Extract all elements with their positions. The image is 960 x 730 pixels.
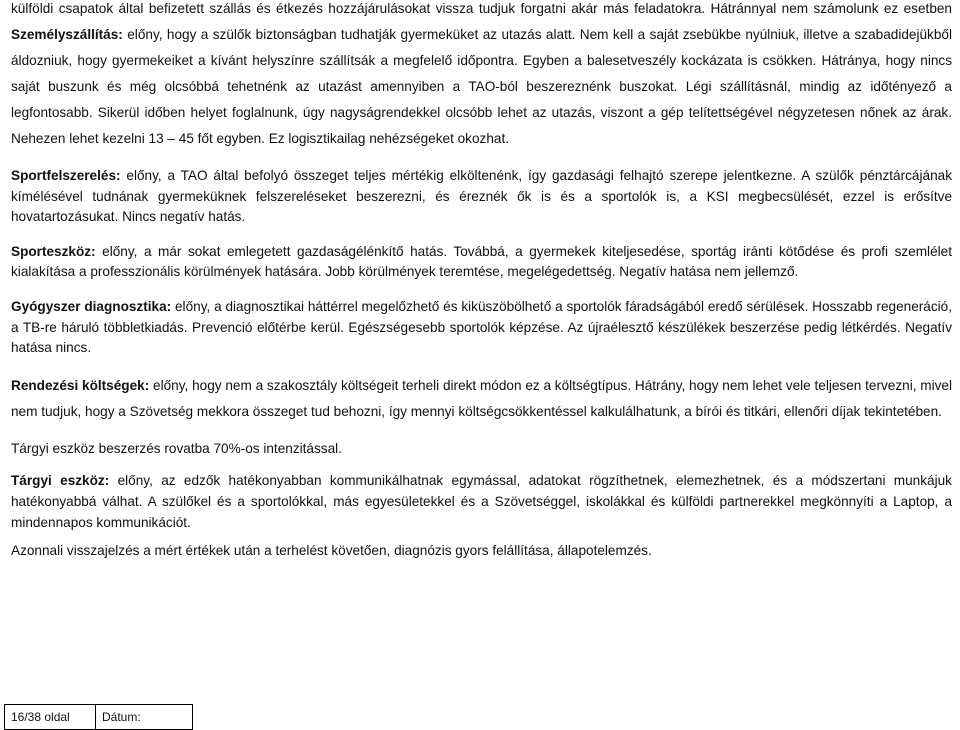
paragraph-text: előny, a már sokat emlegetett gazdaságélénkítő hatás. Továbbá, a gyermekek kiteljesedése, sportág iránti kötődése és profi szemlélet kialakítása a professzionális körülmények hatására. Jobb körülmények teremtése, megelégedettség. Negatív hatása nem jellemző. [11, 243, 952, 280]
paragraph-text: előny, hogy nem a szakosztály költségeit terheli direkt módon ez a költségtípus. Hátrány, hogy nem lehet vele teljesen tervezni, mivel nem tudjuk, hogy a Szövetség mekkora összeget tud behozni, így mennyi költségcsökkentéssel kalkulálhatunk, a bírói és titkári, ellenőri díjak tekintetében. [11, 377, 952, 419]
paragraph-sports-equipment [11, 166, 952, 228]
paragraph-label: Sporteszköz: [11, 243, 96, 259]
paragraph-label: Személyszállítás: [11, 27, 123, 42]
paragraph-text: előny, a TAO által befolyó összeget teljes mértékig elköltenénk, így gazdasági felhajtó szerepe jelentkezne. A szülők pénztárcájának kímélésével tudnának gyermeküknek felszereléseket beszerezni, és éreznék ők is és a sportolók is, a KSI megbecsülését, ezzel is erősítve hovatartozásukat. Nincs negatív hatás. [11, 168, 952, 225]
paragraph-label: Rendezési költségek: [11, 377, 150, 393]
paragraph-label: Tárgyi eszköz: [11, 473, 110, 489]
paragraph-feedback [11, 541, 952, 562]
paragraph-text: Azonnali visszajelzés a mért értékek után a terhelést követően, diagnózis gyors felállítása, állapotelemzés. [11, 543, 652, 559]
paragraph-transport [11, 0, 952, 152]
paragraph-medical-diagnostics [11, 297, 952, 359]
paragraph-asset-intensity [11, 439, 952, 460]
paragraph-sports-tools [11, 242, 952, 283]
paragraph-text: előny, hogy a szülők biztonságban tudhatják gyermeküket az utazás alatt. Nem kell a saját zsebükbe nyúlniuk, illetve a szabadidejükből áldozniuk, hogy gyermekeiket a kívánt helyszínre szállítsák a megfelelő időpontra. Egyben a balesetveszély kockázata is csökken. Hátránya, hogy nincs saját buszunk és még olcsóbbá tehetnénk az utazást amennyiben a TAO-ból beszereznénk buszokat. Légi szállításnál, mindig az időtényező a legfontosabb. Sikerül időben helyet foglalnunk, úgy nagyságrendekkel olcsóbb lehet az utazás, viszont a gép telítettségével négyzetesen nőnek az árak. Nehezen lehet kezelni 13 – 45 főt egyben. Ez logisztikailag nehézségeket okozhat. [11, 27, 952, 146]
paragraph-text: előny, az edzők hatékonyabban kommunikálhatnak egymással, adatokat rögzíthetnek, elemezhetnek, és a módszertani munkájuk hatékonyabbá válhat. A szülőkel és a sportolókkal, más egyesületekkel és a Szövetséggel, iskolákkal és külföldi partnerekkel megkönnyíti a Laptop, a mindennapos kommunikációt. [11, 473, 952, 530]
paragraph-event-costs [11, 373, 952, 425]
paragraph-text: előny, a diagnosztikai háttérrel megelőzhető és kiküszöbölhető a sportolók fáradságából eredő sérülések. Hosszabb regeneráció, a TB-re háruló többletkiadás. Prevenció előtérbe kerül. Egészségesebb sportolók képzése. Az újraélesztő készülékek beszerzése pedig létkérdés. Negatív hatása nincs. [11, 298, 952, 356]
page-footer [4, 704, 193, 730]
paragraph-text: Tárgyi eszköz beszerzés rovatba 70%-os intenzitással. [11, 440, 342, 456]
paragraph-label: Gyógyszer diagnosztika: [11, 298, 172, 314]
date-label: Dátum: [102, 710, 141, 724]
document-body [11, 0, 952, 562]
page-number: 16/38 oldal [5, 705, 96, 729]
paragraph-tangible-assets [11, 471, 952, 533]
paragraph-text: külföldi csapatok által befizetett szállás és étkezés hozzájárulásokat vissza tudjuk forgatni akár más feladatokra. Hátránnyal nem számolunk ez esetben [11, 1, 952, 16]
paragraph-label: Sportfelszerelés: [11, 168, 121, 183]
